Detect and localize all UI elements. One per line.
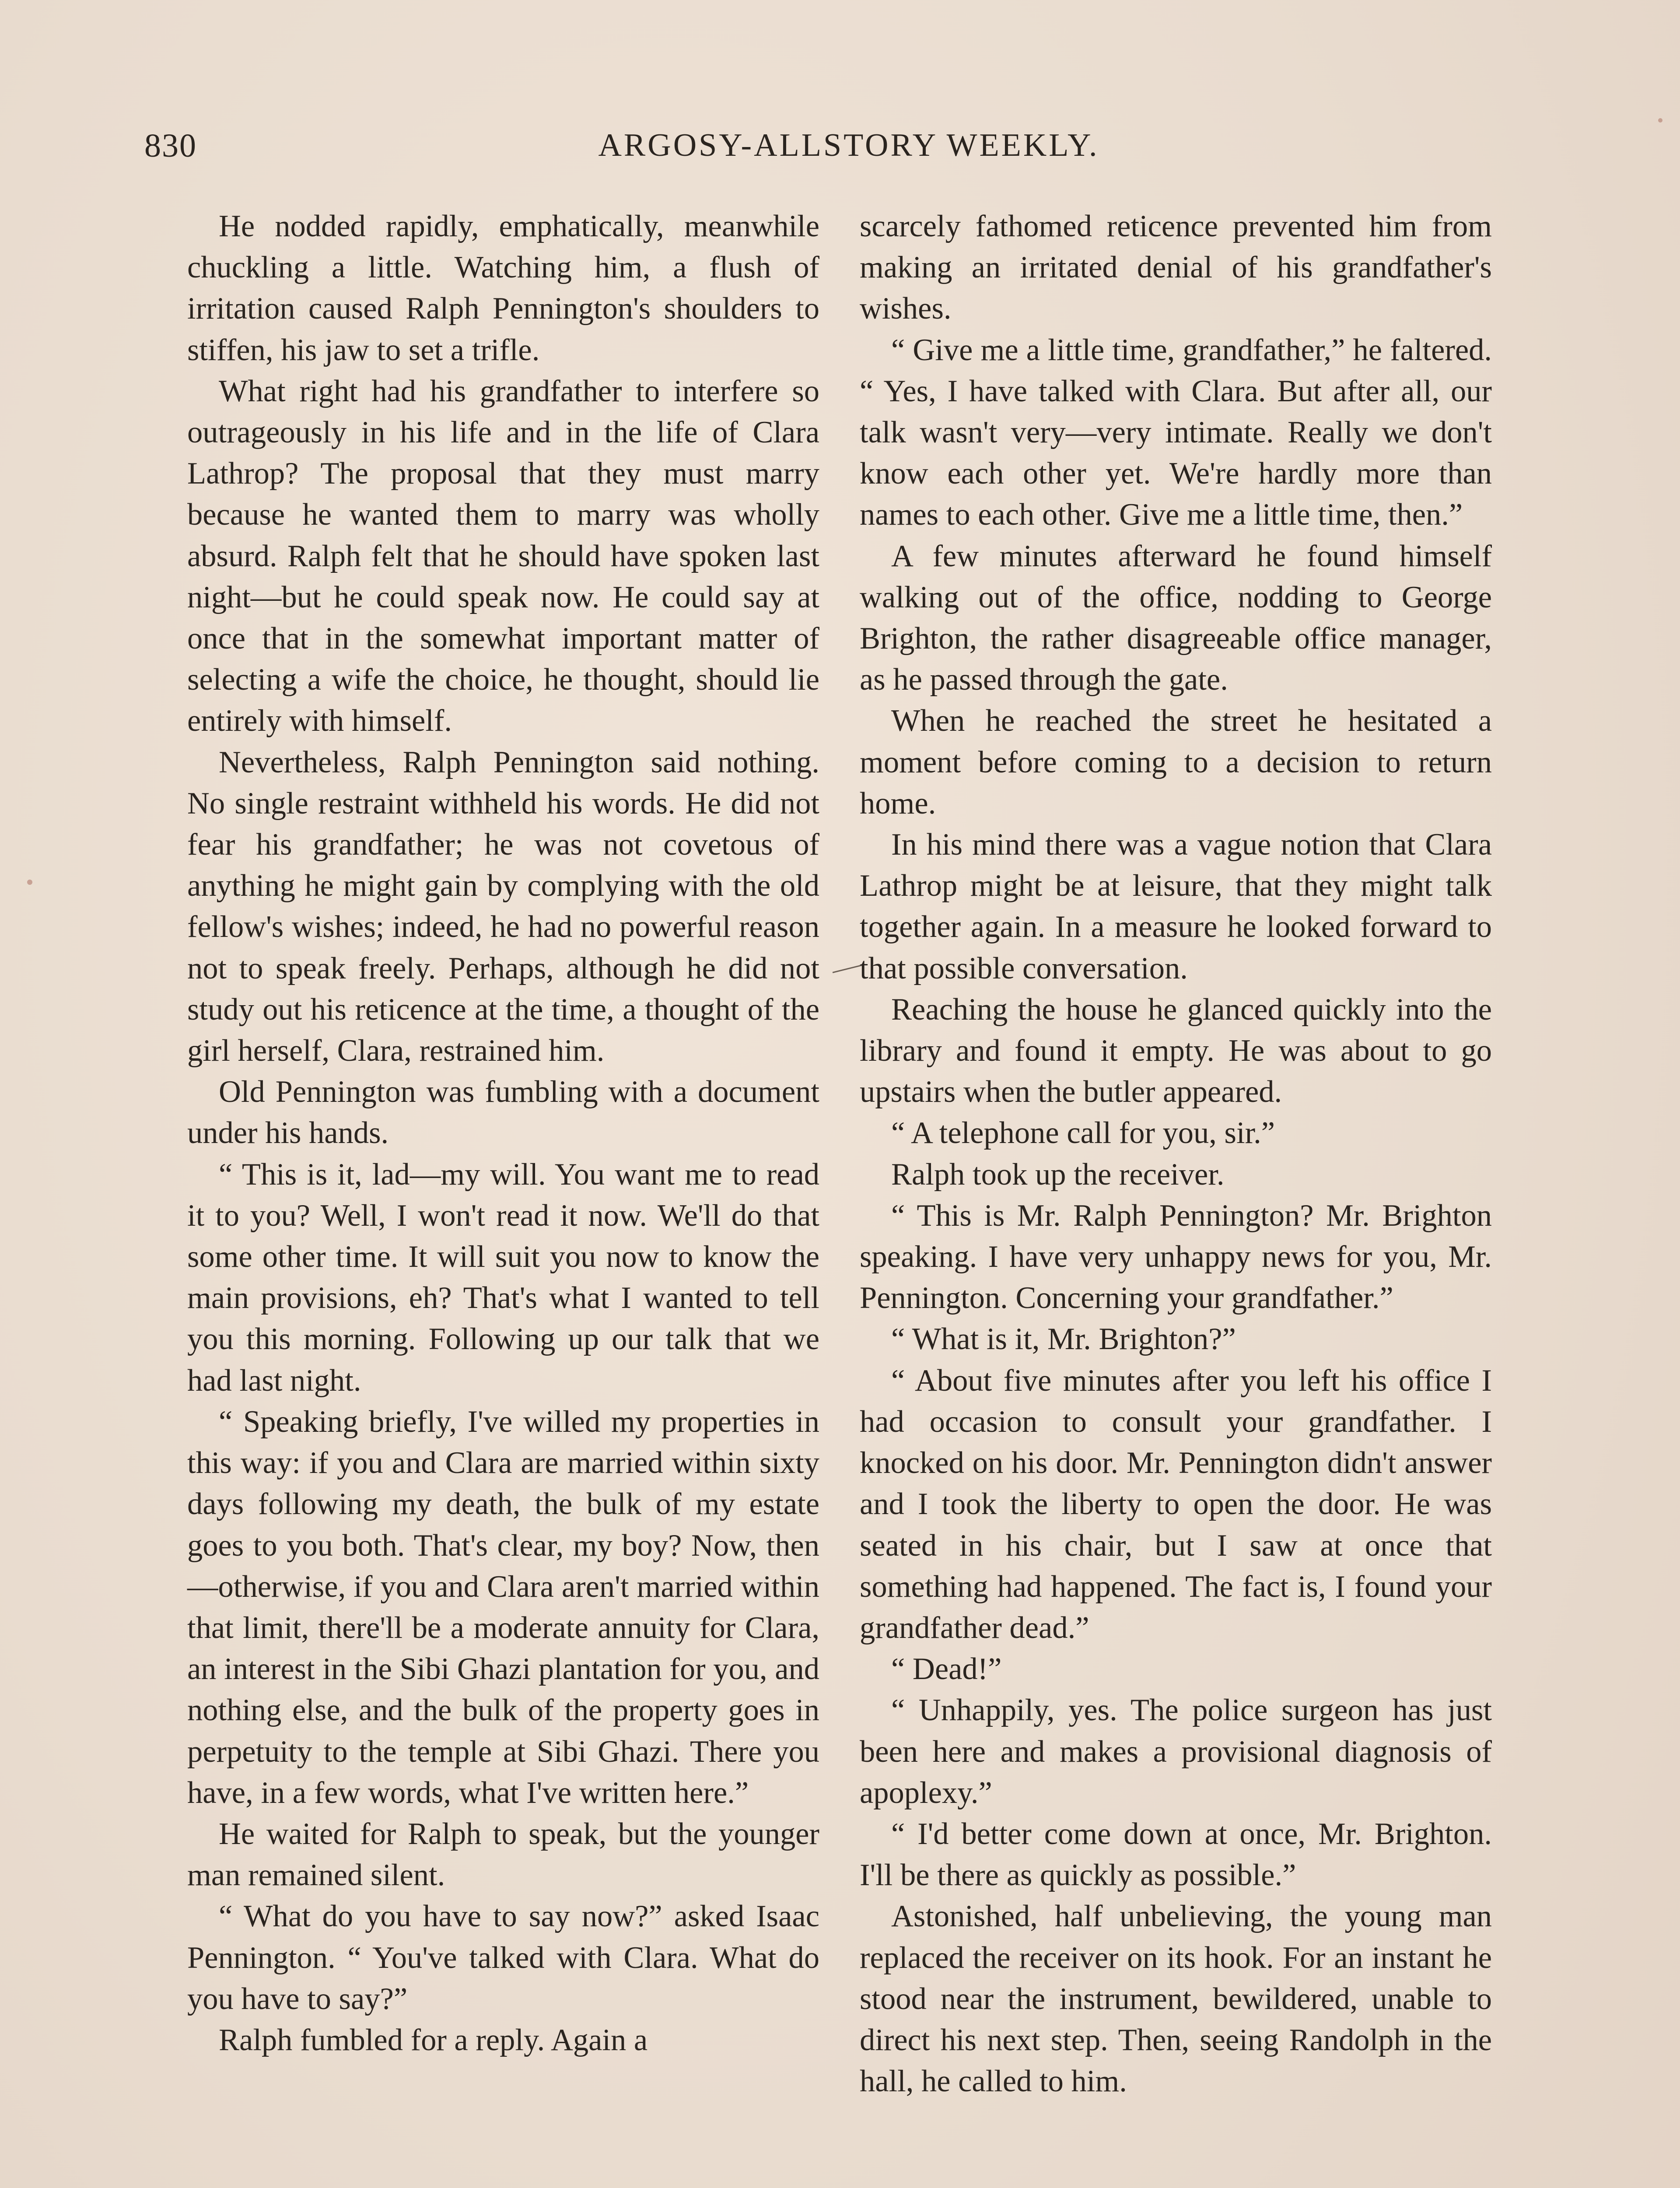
paragraph: “ About five minutes after you left his office I had occasion to consult your grandfather. I knocked on his door. Mr. Pennington didn't answer and I took the liberty to open the door. He was seated in his chair, but I saw at once that something had happened. The fact is, I found your grandfather dead.” xyxy=(860,1363,1492,1645)
paragraph: “ Dead!” xyxy=(891,1652,1002,1687)
paragraph: When he reached the street he hesitated a moment before coming to a decision to return home. xyxy=(860,704,1492,820)
paragraph: “ Unhappily, yes. The police surgeon has just been here and makes a provisional diagnosis of apoplexy.” xyxy=(860,1693,1492,1810)
paragraph: Ralph fumbled for a reply. Again a xyxy=(219,2023,648,2057)
paper-fleck xyxy=(1658,118,1662,123)
paragraph: Ralph took up the receiver. xyxy=(891,1157,1225,1192)
paragraph: “ A telephone call for you, sir.” xyxy=(891,1116,1275,1150)
paragraph: “ This is Mr. Ralph Pennington? Mr. Brighton speaking. I have very unhappy news for you, Mr. Pennington. Concerning your grandfather.” xyxy=(860,1198,1492,1315)
paragraph: A few minutes afterward he found himself walking out of the office, nodding to George Brighton, the rather disagreeable office manager, as he passed through the gate. xyxy=(860,539,1492,697)
paragraph: He waited for Ralph to speak, but the younger man remained silent. xyxy=(187,1816,819,1893)
paragraph: “ This is it, lad—my will. You want me to read it to you? Well, I won't read it now. We'll do that some other time. It will suit you now to know the main provisions, eh? That's what I wanted to tell you this morning. Following up our talk that we had last night. xyxy=(187,1157,819,1398)
paragraph: Old Pennington was fumbling with a document under his hands. xyxy=(187,1075,819,1150)
paper-fleck xyxy=(27,880,32,885)
paragraph: What right had his grandfather to interfere so outrageously in his life and in the life of Clara Lathrop? The proposal that they must marry because he wanted them to marry was wholly absurd. Ralph felt that he should have spoken last night—but he could speak now. He could say at once that in the somewhat important matter of selecting a wife the choice, he thought, should lie entirely with himself. xyxy=(187,374,819,738)
paragraph: “ I'd better come down at once, Mr. Brighton. I'll be there as quickly as possible.” xyxy=(860,1816,1492,1893)
paragraph: Astonished, half unbelieving, the young man replaced the receiver on its hook. For an instant he stood near the instrument, bewildered, unable to direct his next step. Then, seeing Randolph in the hall, he called to him. xyxy=(860,1899,1492,2099)
paragraph: “ Speaking briefly, I've willed my properties in this way: if you and Clara are married within sixty days following my death, the bulk of my estate goes to you both. That's clear, my boy? Now, then —otherwise, if you and Clara aren't married within that limit, there'll be a moderate annuity for Clara, an interest in the Sibi Ghazi plantation for you, and nothing else, and the bulk of the property goes in perpetuity to the temple at Sibi Ghazi. There you have, in a few words, what I've written here.” xyxy=(187,1404,819,1810)
running-head: ARGOSY-ALLSTORY WEEKLY. xyxy=(598,127,1099,163)
paragraph-continuation: scarcely fathomed reticence prevented him from making an irritated denial of his grandfather's wishes. xyxy=(860,209,1492,326)
right-column xyxy=(860,206,1492,2102)
paragraph: In his mind there was a vague notion that Clara Lathrop might be at leisure, that they might talk together again. In a measure he looked forward to that possible conversation. xyxy=(860,828,1492,985)
paragraph: He nodded rapidly, emphatically, meanwhile chuckling a little. Watching him, a flush of irritation caused Ralph Pennington's shoulders to stiffen, his jaw to set a trifle. xyxy=(187,209,819,367)
paragraph: Nevertheless, Ralph Pennington said nothing. No single restraint withheld his words. He did not fear his grandfather; he was not covetous of anything he might gain by complying with the old fellow's wishes; indeed, he had no powerful reason not to speak freely. Perhaps, although he did not study out his reticence at the time, a thought of the girl herself, Clara, restrained him. xyxy=(187,745,819,1068)
paragraph: Reaching the house he glanced quickly into the library and found it empty. He was about to go upstairs when the butler appeared. xyxy=(860,992,1492,1109)
page-number: 830 xyxy=(144,127,197,164)
page-header xyxy=(144,127,1553,175)
paragraph: “ What is it, Mr. Brighton?” xyxy=(891,1322,1236,1357)
paragraph: “ What do you have to say now?” asked Isaac Pennington. “ You've talked with Clara. What do you have to say?” xyxy=(187,1899,819,2016)
paragraph: “ Give me a little time, grandfather,” he faltered. “ Yes, I have talked with Clara. But after all, our talk wasn't very—very intimate. Really we don't know each other yet. We're hardly more than names to each other. Give me a little time, then.” xyxy=(860,333,1492,532)
left-column xyxy=(187,206,819,2061)
